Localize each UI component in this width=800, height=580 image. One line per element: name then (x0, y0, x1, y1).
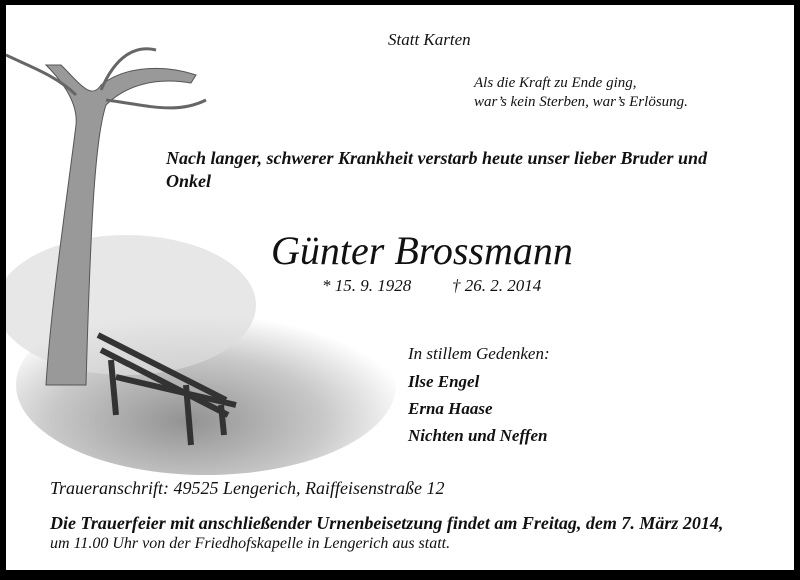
intro-line-2: Onkel (166, 171, 211, 191)
obituary-notice (6, 5, 794, 570)
poem-line-1: Als die Kraft zu Ende ging, (474, 75, 637, 91)
poem-line-2: war’s kein Sterben, war’s Erlösung. (474, 94, 688, 110)
mourning-address: Traueranschrift: 49525 Lengerich, Raiffeisenstraße 12 (50, 478, 445, 498)
ceremony-line-2: um 11.00 Uhr von der Friedhofskapelle in Lengerich aus statt. (50, 535, 451, 552)
header-statt-karten: Statt Karten (388, 30, 471, 49)
intro-line-1: Nach langer, schwerer Krankheit verstarb heute unser lieber Bruder und (166, 148, 708, 168)
mourners-heading: In stillem Gedenken: (408, 344, 550, 363)
death-date: † 26. 2. 2014 (452, 276, 542, 295)
mourner: Erna Haase (408, 399, 493, 418)
mourner: Ilse Engel (408, 372, 480, 391)
deceased-name: Günter Brossmann (271, 228, 573, 273)
mourner: Nichten und Neffen (408, 426, 548, 445)
birth-date: * 15. 9. 1928 (322, 276, 412, 295)
ceremony-line-1: Die Trauerfeier mit anschließender Urnenbeisetzung findet am Freitag, dem 7. März 2014, (50, 513, 724, 533)
